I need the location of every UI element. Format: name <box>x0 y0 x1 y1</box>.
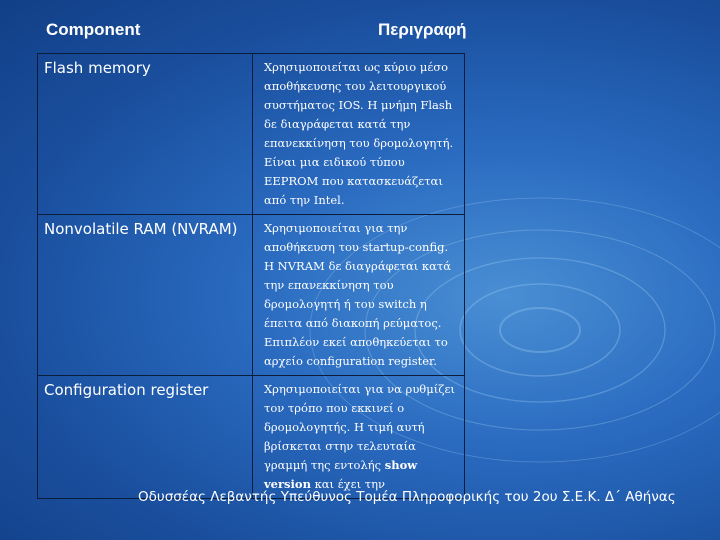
component-description: Χρησιμοποιείται ως κύριο μέσο αποθήκευσης του λειτουργικού συστήματος IOS. Η μνήμη Flash δε διαγράφεται κατά την επανεκκίνηση του δρομολογητή. Είναι μια ειδικού τύπου EEPROM που κατασκευάζεται από την Intel. <box>253 54 465 215</box>
column-header-component: Component <box>46 20 141 39</box>
footer-author: Οδυσσέας Λεβαντής Υπεύθυνος Τομέα Πληροφορικής του 2ου Σ.Ε.Κ. Δ΄ Αθήνας <box>138 489 676 505</box>
component-name: Configuration register <box>38 376 253 499</box>
column-header-description: Περιγραφή <box>378 20 467 39</box>
command-text: show version <box>264 458 418 491</box>
table-row <box>38 215 465 376</box>
component-description <box>253 376 465 499</box>
component-name: Nonvolatile RAM (NVRAM) <box>38 215 253 376</box>
component-description: Χρησιμοποιείται για την αποθήκευση του startup-config. Η NVRAM δε διαγράφεται κατά την επανεκκίνηση του δρομολογητή ή του switch η έπειτα από διακοπή ρεύματος. Επιπλέον εκεί αποθηκεύεται το αρχείο configuration register. <box>253 215 465 376</box>
table-row <box>38 376 465 499</box>
component-table <box>37 53 465 499</box>
table-row <box>38 54 465 215</box>
description-text-end: και έχει την <box>310 477 386 491</box>
component-name: Flash memory <box>38 54 253 215</box>
description-text: Χρησιμοποιείται για να ρυθμίζει τον τρόπο που εκκινεί ο δρομολογητής. Η τιμή αυτή βρίσκεται στην τελευταία γραμμή της εντολής <box>264 382 455 472</box>
